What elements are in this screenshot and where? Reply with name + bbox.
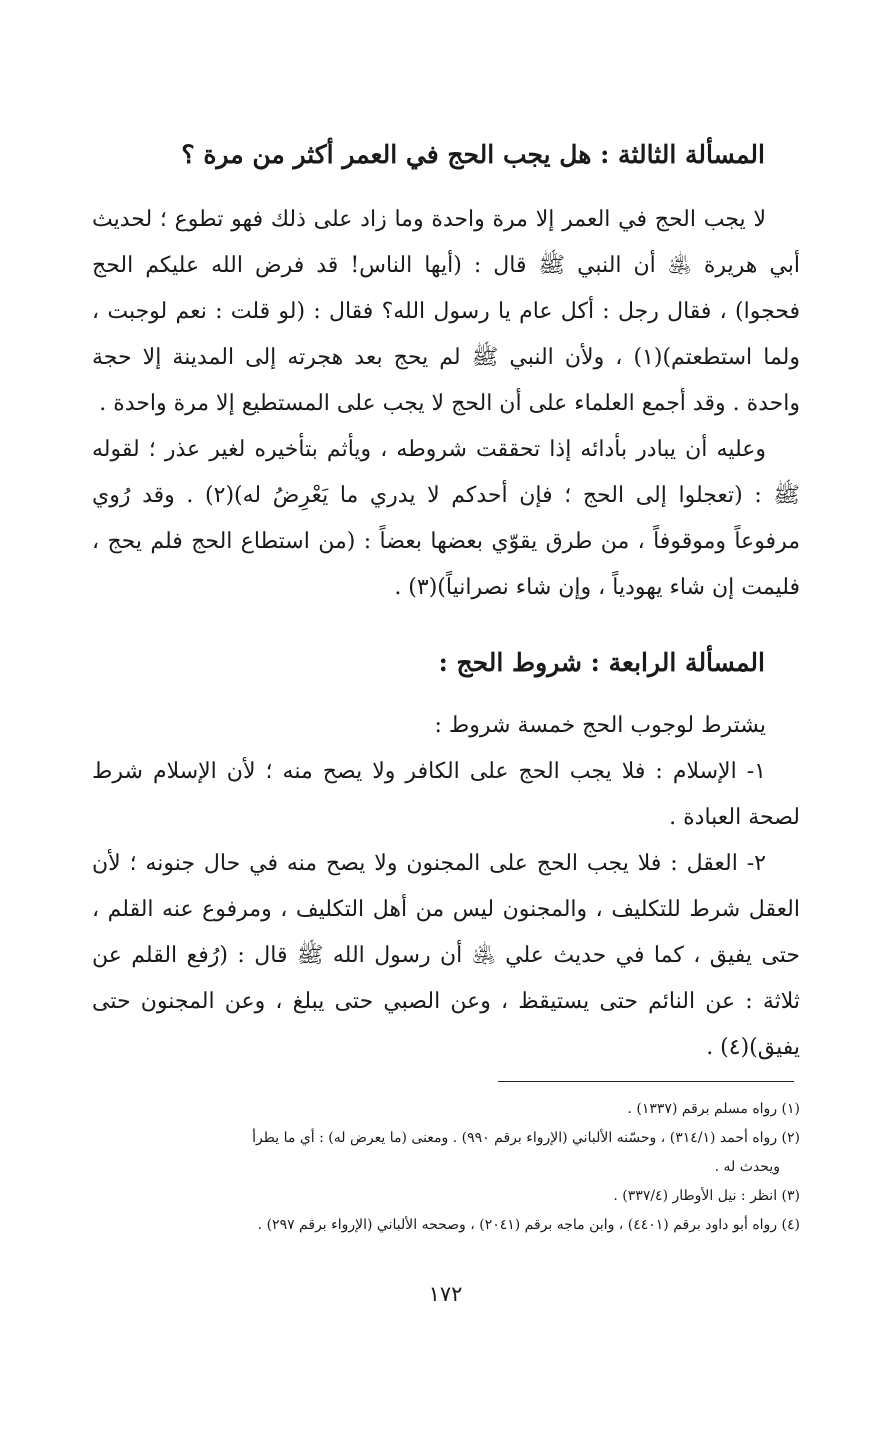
footnotes [92, 1095, 800, 1240]
page-number: ١٧٢ [428, 1282, 463, 1306]
list-item: ٢- العقل : فلا يجب الحج على المجنون ولا يصح منه في حال جنونه ؛ لأن العقل شرط للتكليف ، والمجنون ليس من أهل التكليف ، ومرفوع عنه القلم ، حتى يفيق ، كما في حديث علي ﵁ أن رسول الله ﷺ قال : (رُفع القلم عن ثلاثة : عن النائم حتى يستيقظ ، وعن الصبي حتى يبلغ ، وعن المجنون حتى يفيق)(٤) . [92, 851, 800, 1060]
section-heading-3: المسألة الثالثة : هل يجب الحج في العمر أكثر من مرة ؟ [181, 140, 765, 169]
section-body-3 [92, 197, 800, 611]
footnote: (١) رواه مسلم برقم (١٣٣٧) . [627, 1101, 800, 1117]
list-item: ١- الإسلام : فلا يجب الحج على الكافر ولا يصح منه ؛ لأن الإسلام شرط لصحة العبادة . [92, 759, 800, 830]
footnote-continuation: ويحدث له . [714, 1159, 780, 1175]
paragraph: وعليه أن يبادر بأدائه إذا تحققت شروطه ، ويأثم بتأخيره لغير عذر ؛ لقوله ﷺ : (تعجلوا إلى الحج ؛ فإن أحدكم لا يدري ما يَعْرِضُ له)(٢) . وقد رُوي مرفوعاً وموقوفاً ، من طرق يقوّي بعضها بعضاً : (من استطاع الحج فلم يحج ، فليمت إن شاء يهودياً ، وإن شاء نصرانياً)(٣) . [92, 437, 800, 600]
footnote-divider [498, 1081, 794, 1082]
paragraph: لا يجب الحج في العمر إلا مرة واحدة وما زاد على ذلك فهو تطوع ؛ لحديث أبي هريرة ﵁ أن النبي ﷺ قال : (أيها الناس! قد فرض الله عليكم الحج فحجوا) ، فقال رجل : أكل عام يا رسول الله؟ فقال : (لو قلت : نعم لوجبت ، ولما استطعتم)(١) ، ولأن النبي ﷺ لم يحج بعد هجرته إلى المدينة إلا حجة واحدة . وقد أجمع العلماء على أن الحج لا يجب على المستطيع إلا مرة واحدة . [92, 207, 800, 416]
paragraph: يشترط لوجوب الحج خمسة شروط : [434, 713, 766, 738]
section-body-4 [92, 703, 800, 1071]
section-heading-4: المسألة الرابعة : شروط الحج : [438, 648, 765, 677]
footnote: (٣) انظر : نيل الأوطار (٣٣٧/٤) . [613, 1188, 800, 1204]
footnote: (٢) رواه أحمد (٣١٤/١) ، وحسّنه الألباني (الإرواء برقم ٩٩٠) . ومعنى (ما يعرض له) : أي ما يطرأ [252, 1130, 800, 1146]
footnote: (٤) رواه أبو داود برقم (٤٤٠١) ، وابن ماجه برقم (٢٠٤١) ، وصححه الألباني (الإرواء برقم ٢٩٧) . [257, 1217, 800, 1233]
